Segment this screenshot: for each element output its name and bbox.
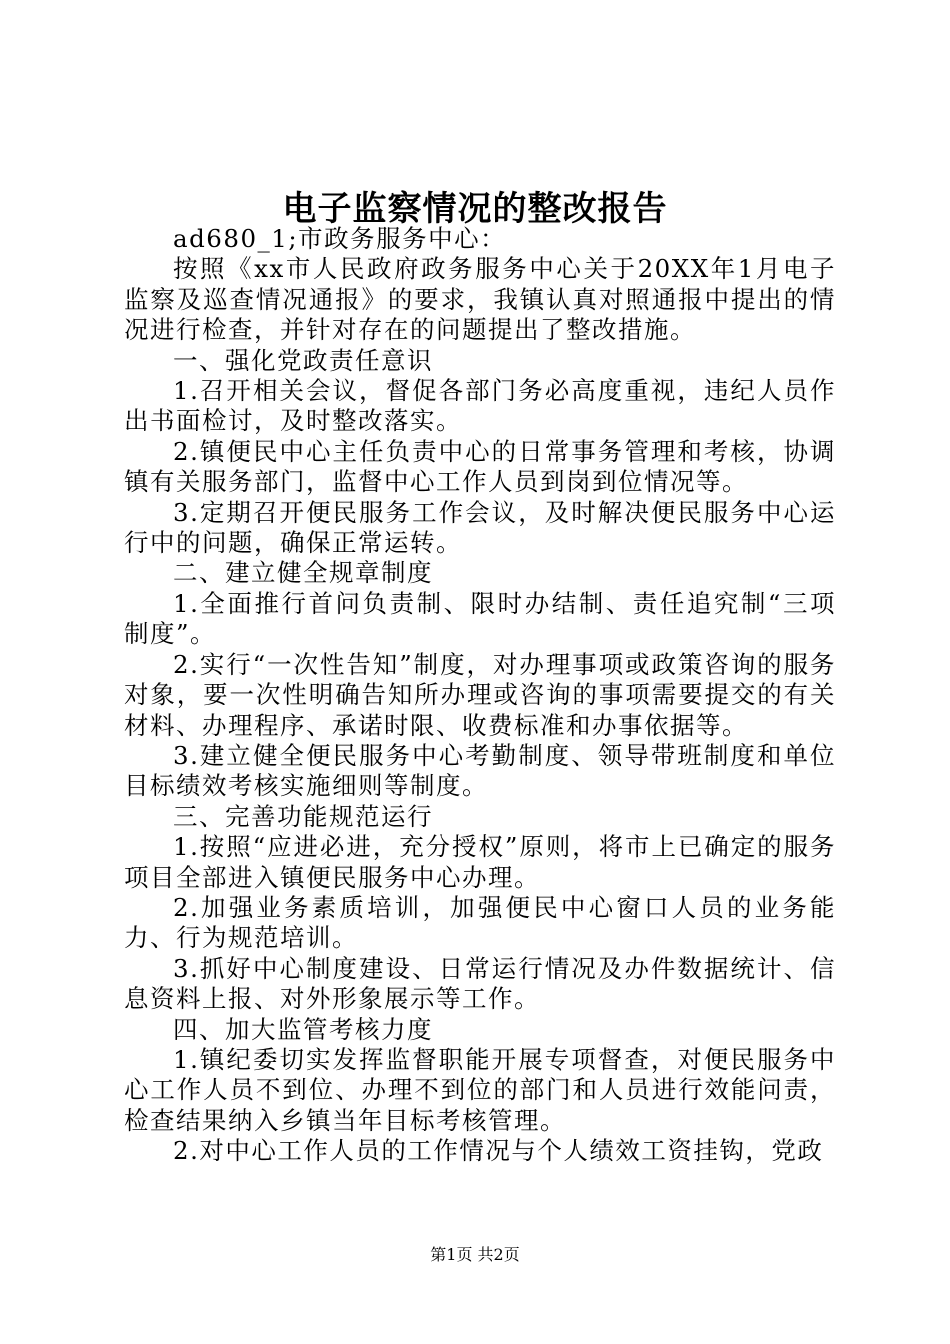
body-paragraph: 1.召开相关会议，督促各部门务必高度重视，违纪人员作出书面检讨，及时整改落实。 <box>124 376 836 436</box>
body-paragraph: 按照《xx市人民政府政务服务中心关于20XX年1月电子监察及巡查情况通报》的要求，我镇认真对照通报中提出的情况进行检查，并针对存在的问题提出了整改措施。 <box>124 254 836 345</box>
body-paragraph: 1.镇纪委切实发挥监督职能开展专项督查，对便民服务中心工作人员不到位、办理不到位的部门和人员进行效能问责，检查结果纳入乡镇当年目标考核管理。 <box>124 1044 836 1135</box>
body-paragraph: 1.全面推行首问负责制、限时办结制、责任追究制“三项制度”。 <box>124 588 836 649</box>
section-heading: 二、建立健全规章制度 <box>173 558 433 588</box>
body-paragraph: 3.建立健全便民服务中心考勤制度、领导带班制度和单位目标绩效考核实施细则等制度。 <box>124 740 836 801</box>
page-indicator: 第1页 共2页 <box>430 1245 520 1264</box>
section-heading: 四、加大监管考核力度 <box>173 1014 433 1044</box>
body-paragraph: 2.实行“一次性告知”制度，对办理事项或政策咨询的服务对象，要一次性明确告知所办理或咨询的事项需要提交的有关材料、办理程序、承诺时限、收费标准和办事依据等。 <box>124 649 836 740</box>
document-title: 电子监察情况的整改报告 <box>282 189 668 229</box>
body-paragraph: 2.镇便民中心主任负责中心的日常事务管理和考核，协调镇有关服务部门，监督中心工作人员到岗到位情况等。 <box>124 436 836 497</box>
salutation-paragraph: ad680_1;市政务服务中心： <box>173 224 507 253</box>
document-body <box>124 224 836 1167</box>
body-paragraph: 1.按照“应进必进，充分授权”原则，将市上已确定的服务项目全部进入镇便民服务中心办理。 <box>124 832 836 892</box>
body-paragraph: 2.对中心工作人员的工作情况与个人绩效工资挂钩，党政 <box>173 1136 824 1166</box>
section-heading: 一、强化党政责任意识 <box>173 345 433 375</box>
body-paragraph: 3.定期召开便民服务工作会议，及时解决便民服务中心运行中的问题，确保正常运转。 <box>124 497 836 558</box>
section-heading: 三、完善功能规范运行 <box>173 801 433 831</box>
body-paragraph: 3.抓好中心制度建设、日常运行情况及办件数据统计、信息资料上报、对外形象展示等工作。 <box>124 953 836 1014</box>
body-paragraph: 2.加强业务素质培训，加强便民中心窗口人员的业务能力、行为规范培训。 <box>124 892 836 953</box>
